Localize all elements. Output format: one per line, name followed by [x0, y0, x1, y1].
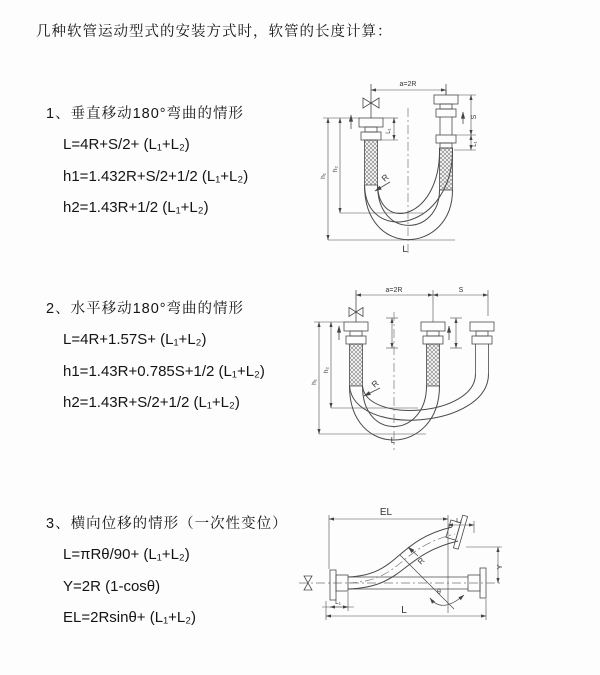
dim-label-h1: h₁ [311, 379, 318, 385]
diagram-vertical-180-bend [313, 70, 577, 260]
valve-icon [363, 97, 379, 118]
dim-label-theta: θ [437, 589, 441, 596]
dim-label-l: L [401, 605, 407, 616]
section-2-heading: 2、水平移动180°弯曲的情形 [46, 301, 245, 317]
formula-L: L=4R+S/2+ (L₁+L₂) [63, 136, 190, 153]
dim-label-s: S [458, 287, 464, 294]
dim-label-r: R [369, 377, 381, 390]
dim-label-y: Y [495, 564, 504, 570]
formula-h2: h2=1.43R+1/2 (L₁+L₂) [63, 199, 209, 216]
formula-EL: EL=2Rsinθ+ (L₁+L₂) [63, 609, 197, 626]
formula-L: L=πRθ/90+ (L₁+L₂) [63, 546, 190, 563]
formula-h2: h2=1.43R+S/2+1/2 (L₁+L₂) [63, 394, 240, 411]
page-title: 几种软管运动型式的安装方式时，软管的长度计算： [36, 24, 393, 40]
dim-label-l: L [390, 436, 396, 445]
dim-label-h2: h₂ [332, 165, 339, 173]
dim-label-l1-left: L₁ [386, 128, 392, 134]
diagram-horizontal-180-bend [306, 282, 588, 460]
dim-label-l: L [402, 244, 408, 255]
diagram-lateral-displacement [296, 495, 596, 667]
formula-h1: h1=1.43R+0.785S+1/2 (L₁+L₂) [63, 362, 265, 380]
section-2-formulas [46, 324, 265, 419]
dim-label-r: R [379, 171, 391, 184]
dim-label-el: EL [379, 507, 393, 518]
dim-label-h1: h₁ [320, 173, 327, 179]
valve-icon [349, 304, 363, 322]
formula-h1: h1=1.432R+S/2+1/2 (L₁+L₂) [63, 167, 249, 185]
dim-label-a2r: a=2R [385, 287, 403, 294]
section-3-formulas [46, 539, 288, 634]
section-3-heading: 3、横向位移的情形（一次性变位） [46, 516, 288, 532]
section-1-formulas [46, 129, 248, 224]
section-vertical-movement [46, 102, 248, 224]
dim-label-l1-right: L₁ [472, 141, 478, 147]
dim-label-l1-top: L₁ [456, 517, 462, 525]
dim-label-l1-left: L₁ [335, 599, 341, 606]
section-lateral-displacement [46, 512, 288, 634]
dim-label-a2r: a=2R [399, 81, 417, 88]
formula-L: L=4R+1.57S+ (L₁+L₂) [63, 331, 207, 348]
section-horizontal-movement [46, 297, 265, 419]
dim-label-s: S [471, 114, 478, 120]
section-1-heading: 1、垂直移动180°弯曲的情形 [46, 106, 245, 122]
formula-Y: Y=2R (1-cosθ) [63, 577, 161, 595]
dim-label-r: R [416, 556, 427, 567]
dim-label-h2: h₂ [323, 366, 330, 374]
